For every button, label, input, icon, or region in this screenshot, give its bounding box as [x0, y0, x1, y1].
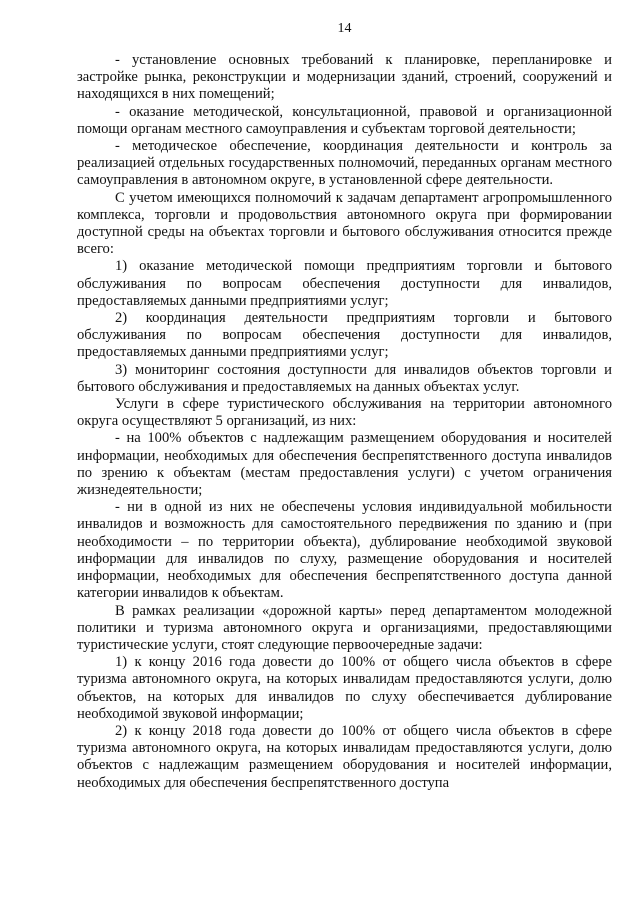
paragraph-8: Услуги в сфере туристического обслуживания на территории автономного округа осуществляют 5 организаций, из них: — [77, 396, 612, 430]
paragraph-4: С учетом имеющихся полномочий к задачам департамент агропромышленного комплекса, торговли и продовольствия автономного округа при формировании доступной среды на объектах торговли и бытового обслуживания относится прежде всего: — [77, 189, 612, 258]
paragraph-6: 2) координация деятельности предприятиям торговли и бытового обслуживания по вопросам обеспечения доступности для инвалидов, предоставляемых данными предприятиями услуг; — [77, 310, 612, 361]
paragraph-7: 3) мониторинг состояния доступности для инвалидов объектов торговли и бытового обслуживания и предоставляемых на данных объектах услуг. — [77, 361, 612, 395]
paragraph-12: 1) к концу 2016 года довести до 100% от общего числа объектов в сфере туризма автономного округа, на которых инвалидам предоставляются услуги, долю объектов, на которых для инвалидов по слуху обеспечивается дублирование необходимой звуковой информации; — [77, 654, 612, 722]
paragraph-1: - установление основных требований к планировке, перепланировке и застройке рынка, реконструкции и модернизации зданий, строений, сооружений и находящихся в них помещений; — [77, 52, 612, 103]
paragraph-2: - оказание методической, консультационной, правовой и организационной помощи органам местного самоуправления и субъектам торговой деятельности; — [77, 103, 612, 137]
paragraph-5: 1) оказание методической помощи предприятиям торговли и бытового обслуживания по вопросам обеспечения доступности для инвалидов, предоставляемых данными предприятиями услуг; — [77, 258, 612, 309]
paragraph-13: 2) к концу 2018 года довести до 100% от общего числа объектов в сфере туризма автономного округа, на которых инвалидам предоставляются услуги, долю объектов с надлежащим размещением оборудования и носителей информации, необходимых для обеспечения беспрепятственного доступа — [77, 722, 612, 791]
page-number: 14 — [337, 21, 352, 36]
paragraph-9: - на 100% объектов с надлежащим размещением оборудования и носителей информации, необходимых для обеспечения беспрепятственного доступа инвалидов по зрению к объектам (местам предоставления услуги) с учетом ограничения жизнедеятельности; — [77, 430, 612, 499]
document-page — [77, 20, 612, 792]
paragraph-10: - ни в одной из них не обеспечены условия индивидуальной мобильности инвалидов и возможность для самостоятельного передвижения по зданию и (при необходимости – по территории объекта), дублирование необходимой звуковой информации для инвалидов по слуху, размещение оборудования и носителей информации, необходимых для обеспечения беспрепятственного доступа данной категории инвалидов к объектам. — [77, 499, 612, 602]
paragraph-11: В рамках реализации «дорожной карты» перед департаментом молодежной политики и туризма автономного округа и организациями, предоставляющими туристические услуги, стоят следующие первоочередные задачи: — [77, 602, 612, 653]
paragraph-3: - методическое обеспечение, координация деятельности и контроль за реализацией отдельных государственных полномочий, переданных органам местного самоуправления в автономном округе, в установленной сфере деятельности. — [77, 138, 612, 189]
